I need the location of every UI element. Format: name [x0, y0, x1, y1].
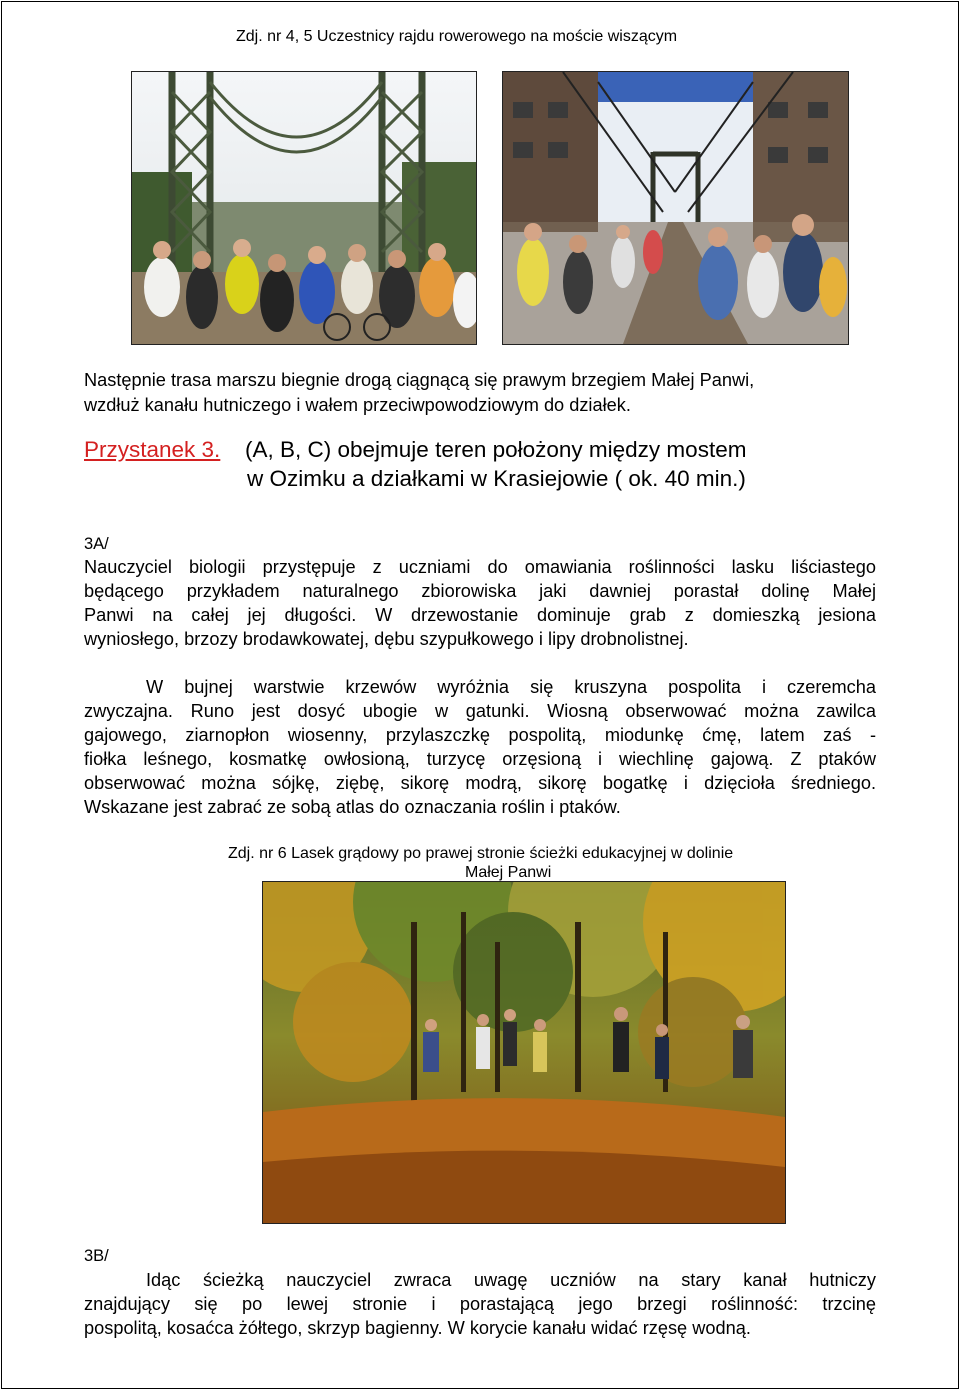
section-3b-heading: 3B/: [84, 1247, 109, 1265]
paragraph-line: gajowego, ziarnopłon wiosenny, przylaszczkę pospolitą, miodunkę ćmę, latem zaś -: [84, 725, 876, 745]
section-3a-paragraph-2: [84, 675, 876, 819]
photo-bridge-crowd-2: [502, 71, 849, 345]
stop-description-2: w Ozimku a działkami w Krasiejowie ( ok. 40 min.): [247, 466, 746, 491]
paragraph-line: zwyczajna. Runo jest dosyć ubogie w gatunki. Wiosną obserwować można zawilca: [84, 701, 876, 721]
route-line-1: Następnie trasa marszu biegnie drogą ciągnącą się prawym brzegiem Małej Panwi,: [84, 370, 755, 390]
section-3a-heading: 3A/: [84, 535, 109, 553]
photo-caption-6-line-2: Małej Panwi: [465, 864, 552, 881]
paragraph-line: W bujnej warstwie krzewów wyróżnia się kruszyna pospolita i czeremcha: [146, 677, 876, 697]
photo-caption-6-line-1: Zdj. nr 6 Lasek grądowy po prawej stronie ścieżki edukacyjnej w dolinie: [228, 845, 734, 862]
section-3b-paragraph: [84, 1268, 876, 1340]
paragraph-line: fiołka leśnego, kosmatkę owłosioną, turzycę orzęsioną i wiechlinę gajową. Z ptaków: [84, 749, 876, 769]
stop-description-1: (A, B, C) obejmuje teren położony między mostem: [245, 437, 747, 462]
stop-title: Przystanek 3.: [84, 437, 221, 462]
paragraph-line: znajdujący się po lewej stronie i porastającą jego brzegi roślinność: trzcinę: [84, 1294, 876, 1314]
paragraph-line: będącego przykładem naturalnego zbiorowiska jaki dawniej porastał dolinę Małej: [84, 581, 876, 601]
paragraph-line: obserwować można sójkę, ziębę, sikorę modrą, sikorę bogatkę i dzięcioła średniego.: [84, 773, 876, 793]
section-3a-paragraph-1: [84, 555, 876, 651]
paragraph-line: pospolitą, kosaćca żółtego, skrzyp bagienny. W korycie kanału widać rzęsę wodną.: [84, 1318, 751, 1338]
paragraph-line: Nauczyciel biologii przystępuje z uczniami do omawiania roślinności lasku liściastego: [84, 557, 876, 577]
paragraph-line: Idąc ścieżką nauczyciel zwraca uwagę uczniów na stary kanał hutniczy: [146, 1270, 876, 1290]
stop-label: [84, 437, 220, 463]
paragraph-line: Wskazane jest zabrać ze sobą atlas do oznaczania roślin i ptaków.: [84, 797, 621, 817]
paragraph-line: wyniosłego, brzozy brodawkowatej, dębu szypułkowego i lipy drobnolistnej.: [84, 629, 689, 649]
photo-bridge-crowd-1: [131, 71, 477, 345]
photo-caption-4-5: Zdj. nr 4, 5 Uczestnicy rajdu rowerowego na moście wiszącym: [236, 28, 678, 45]
paragraph-line: Panwi na całej jej długości. W drzewostanie dominuje grab z domieszką jesiona: [84, 605, 876, 625]
route-line-2: wzdłuż kanału hutniczego i wałem przeciwpowodziowym do działek.: [84, 395, 631, 415]
photo-forest: [262, 881, 786, 1224]
